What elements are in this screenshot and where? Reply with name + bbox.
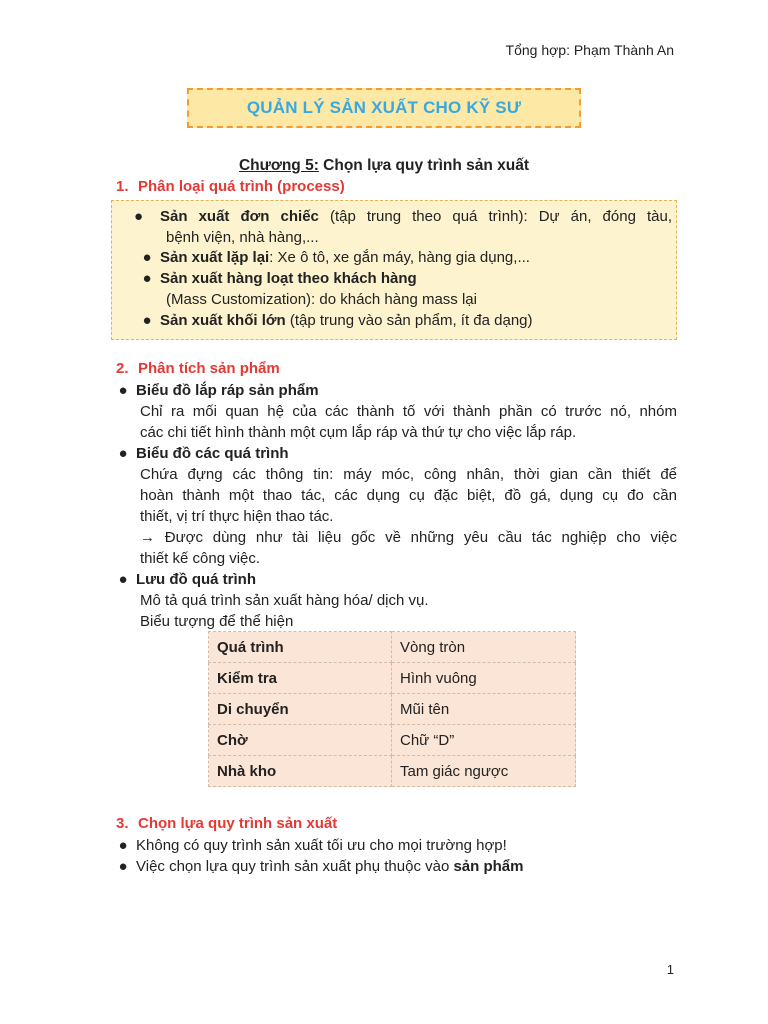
paragraph-line: thiết kế công việc. — [140, 550, 261, 567]
table-cell: Di chuyển — [209, 694, 392, 725]
list-item — [134, 206, 672, 227]
subsection-title: Biểu đồ lắp ráp sản phẩm — [136, 382, 319, 399]
table-row — [209, 694, 576, 725]
bullet-icon: ● — [118, 445, 128, 462]
paragraph-line: Chứa đựng các thông tin: máy móc, công nhân, thời gian cần thiết để — [140, 466, 677, 483]
bullet-icon: ● — [142, 312, 152, 329]
table-row — [209, 632, 576, 663]
subsection-title: Lưu đồ quá trình — [136, 571, 257, 588]
table-cell: Mũi tên — [392, 694, 576, 725]
section-1-heading — [116, 178, 345, 195]
section-2-title: Phân tích sản phẩm — [138, 360, 280, 377]
section-1-title: Phân loại quá trình (process) — [138, 178, 345, 195]
item-bold: Sản xuất khối lớn — [160, 312, 286, 329]
author-credit: Tổng hợp: Phạm Thành An — [505, 42, 674, 58]
table-cell: Nhà kho — [209, 756, 392, 787]
table-cell: Hình vuông — [392, 663, 576, 694]
table-cell: Chữ “D” — [392, 725, 576, 756]
list-item — [134, 247, 530, 268]
table-cell: Tam giác ngược — [392, 756, 576, 787]
bullet-icon: ● — [118, 837, 128, 854]
paragraph-line — [140, 527, 677, 548]
item-text: : Xe ô tô, xe gắn máy, hàng gia dụng,... — [269, 249, 530, 266]
document-title: QUẢN LÝ SẢN XUẤT CHO KỸ SƯ — [246, 98, 522, 117]
bullet-icon: ● — [118, 382, 128, 399]
subsection-heading — [110, 443, 289, 464]
list-item — [110, 856, 524, 877]
table-row — [209, 663, 576, 694]
table-row — [209, 725, 576, 756]
document-title-box — [187, 88, 581, 128]
table-row — [209, 756, 576, 787]
item-text: Việc chọn lựa quy trình sản xuất phụ thuộc vào — [136, 858, 454, 875]
paragraph-line: Mô tả quá trình sản xuất hàng hóa/ dịch vụ. — [140, 592, 429, 609]
section-1-number: 1. — [116, 178, 129, 195]
bullet-icon: ● — [118, 858, 128, 875]
paragraph-line: Chỉ ra mối quan hệ của các thành tố với thành phần có trước nó, nhóm — [140, 403, 677, 420]
flowchart-symbol-table — [208, 631, 576, 787]
item-text: (tập trung theo quá trình): Dự án, đóng tàu, — [318, 208, 672, 225]
bullet-icon: ● — [134, 208, 144, 225]
section-3-title: Chọn lựa quy trình sản xuất — [138, 815, 338, 832]
section-3-number: 3. — [116, 815, 129, 832]
item-bold: Sản xuất hàng loạt theo khách hàng — [160, 270, 417, 287]
paragraph-line: hoàn thành một thao tác, các dụng cụ đặc biệt, đồ gá, dụng cụ đo cần — [140, 487, 677, 504]
page-number: 1 — [666, 962, 674, 977]
list-item — [134, 310, 533, 331]
subsection-heading — [110, 569, 256, 590]
bullet-icon: ● — [142, 270, 152, 287]
bullet-icon: ● — [142, 249, 152, 266]
section-2-number: 2. — [116, 360, 129, 377]
item-text: (tập trung vào sản phẩm, ít đa dạng) — [285, 312, 533, 329]
table-cell: Chờ — [209, 725, 392, 756]
list-item — [110, 835, 507, 856]
paragraph-line: Biểu tượng để thể hiện — [140, 613, 294, 630]
table-cell: Quá trình — [209, 632, 392, 663]
subsection-title: Biểu đồ các quá trình — [136, 445, 289, 462]
table-cell: Vòng tròn — [392, 632, 576, 663]
list-item — [134, 268, 417, 289]
subsection-heading — [110, 380, 319, 401]
paragraph-text: Được dùng như tài liệu gốc về những yêu cầu tác nghiệp cho việc — [155, 529, 677, 546]
item-bold: sản phẩm — [453, 858, 524, 875]
paragraph-line: thiết, vị trí thực hiện thao tác. — [140, 508, 334, 525]
chapter-title: Chọn lựa quy trình sản xuất — [318, 157, 530, 174]
table-cell: Kiểm tra — [209, 663, 392, 694]
list-item-cont: (Mass Customization): do khách hàng mass lại — [166, 291, 477, 308]
item-text: Không có quy trình sản xuất tối ưu cho mọi trường hợp! — [136, 837, 507, 854]
item-bold: Sản xuất đơn chiếc — [160, 208, 319, 225]
chapter-heading — [0, 157, 768, 175]
list-item-cont: bệnh viện, nhà hàng,... — [166, 229, 319, 246]
bullet-icon: ● — [118, 571, 128, 588]
item-bold: Sản xuất lặp lại — [160, 249, 270, 266]
section-3-heading — [116, 815, 337, 832]
section-2-heading — [116, 360, 280, 377]
chapter-prefix: Chương 5: — [238, 157, 319, 174]
paragraph-line: các chi tiết hình thành một cụm lắp ráp và thứ tự cho việc lắp ráp. — [140, 424, 577, 441]
arrow-right-icon: → — [140, 529, 155, 546]
